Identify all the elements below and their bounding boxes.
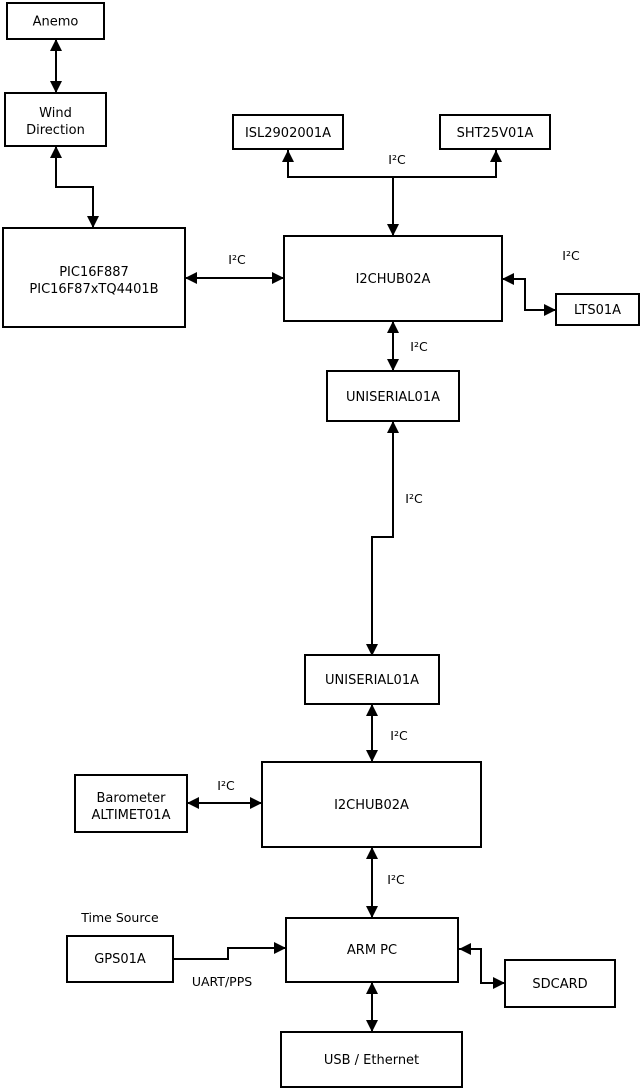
node-barometer-label-line1: Barometer [96, 791, 166, 806]
label-i2c-hub-uniserial-top: I²C [410, 339, 428, 354]
node-barometer-altimet01a [75, 775, 187, 832]
label-i2c-uniserial-hub-bottom: I²C [390, 728, 408, 743]
node-i2chub02a-top [284, 236, 502, 321]
edge-armpc-sdcard [459, 949, 505, 983]
node-isl2902001a [233, 115, 343, 149]
label-i2c-isl-sht-bus: I²C [388, 152, 406, 167]
node-gps01a [67, 936, 173, 982]
label-uart-pps: UART/PPS [191, 974, 253, 989]
node-usb-ethernet [281, 1032, 462, 1087]
label-time-source: Time Source [81, 910, 159, 925]
label-i2c-pic-hub: I²C [228, 252, 246, 267]
node-anemo [7, 3, 104, 39]
edge-winddirection-pic [56, 146, 93, 228]
node-pic16f887-label-line1: PIC16F887 [59, 265, 129, 280]
label-i2c-barometer-hub: I²C [217, 778, 235, 793]
connectors [56, 39, 556, 1032]
node-sht25v01a [440, 115, 550, 149]
node-i2chub02a-bottom-label: I2CHUB02A [334, 798, 409, 813]
node-i2chub02a-bottom [262, 762, 481, 847]
label-i2c-hub-armpc: I²C [387, 872, 405, 887]
node-sht25v01a-label: SHT25V01A [456, 126, 534, 141]
edge-hubtop-lts [502, 279, 556, 310]
node-arm-pc [286, 918, 458, 982]
node-wind-direction-label-line1: Wind [39, 106, 72, 121]
node-wind-direction [5, 93, 106, 146]
node-uniserial01a-top-label: UNISERIAL01A [346, 390, 440, 405]
node-pic16f887 [3, 228, 185, 327]
node-sdcard-label: SDCARD [532, 977, 588, 992]
node-pic16f887-label-line2: PIC16F87xTQ4401B [29, 282, 159, 297]
node-lts01a [556, 294, 639, 325]
node-barometer-label-line2: ALTIMET01A [91, 808, 171, 823]
node-gps01a-label: GPS01A [94, 952, 146, 967]
node-i2chub02a-top-label: I2CHUB02A [355, 272, 431, 287]
node-wind-direction-label-line2: Direction [26, 123, 85, 138]
node-uniserial01a-bottom [305, 655, 439, 704]
node-usb-ethernet-label: USB / Ethernet [323, 1053, 420, 1068]
node-anemo-label: Anemo [32, 14, 79, 30]
edge-gps-armpc [173, 948, 286, 959]
label-i2c-hub-lts: I²C [562, 248, 580, 263]
node-uniserial01a-bottom-label: UNISERIAL01A [325, 673, 419, 688]
label-i2c-uniserial-link: I²C [405, 491, 423, 506]
node-isl2902001a-label: ISL2902001A [244, 126, 332, 141]
edge-uniserialtop-uniserialbottom [372, 421, 393, 656]
node-sdcard [505, 960, 615, 1007]
node-lts01a-label: LTS01A [573, 303, 622, 318]
node-uniserial01a-top [327, 371, 459, 421]
node-arm-pc-label: ARM PC [346, 943, 398, 958]
